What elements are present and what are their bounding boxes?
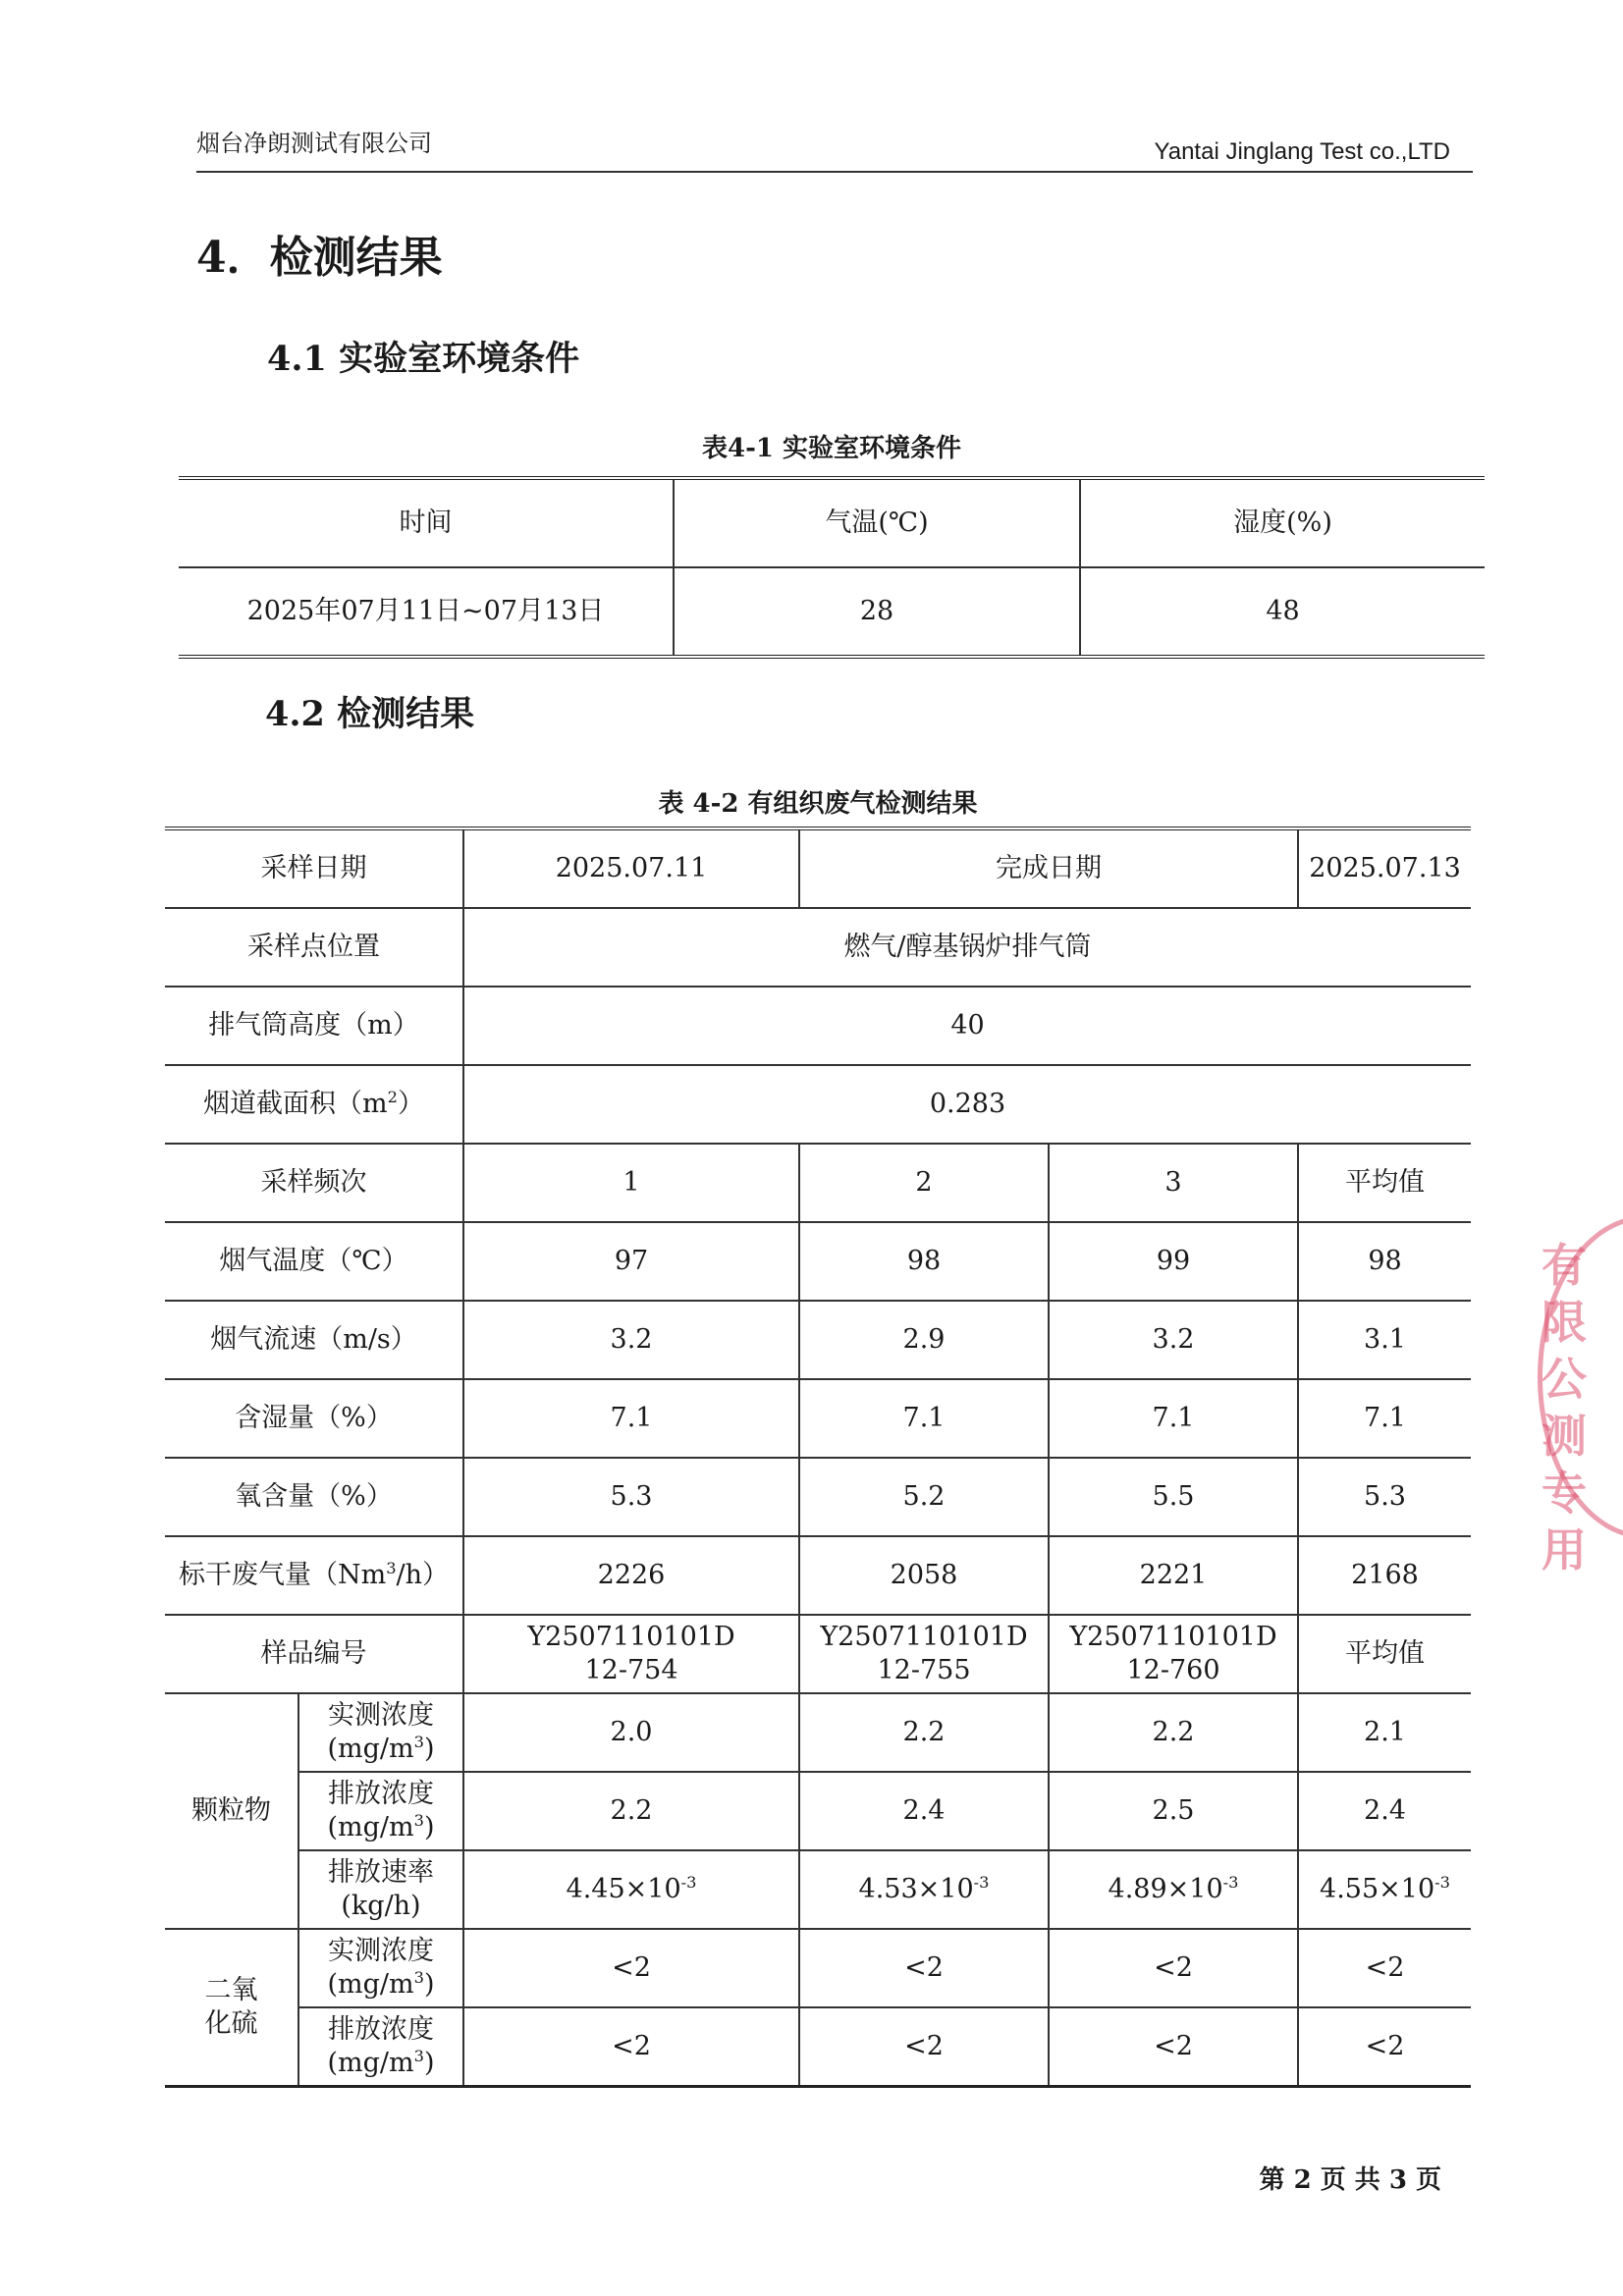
particulate-emission-1: 2.2 bbox=[463, 1772, 799, 1850]
unit-mg-open: (mg/m bbox=[327, 1812, 414, 1842]
unit-mg-close: ) bbox=[423, 1969, 435, 2000]
dry-flow-avg: 2168 bbox=[1298, 1536, 1471, 1615]
so2-measured-2: <2 bbox=[799, 1929, 1049, 2007]
dry-flow-3: 2221 bbox=[1049, 1536, 1298, 1615]
unit-mg bbox=[299, 1733, 462, 1766]
subsection-title-lab-env: 4.1 实验室环境条件 bbox=[267, 339, 580, 379]
flue-area-label-end: ） bbox=[397, 1089, 424, 1120]
company-seal-text: 有限公测专用 bbox=[1542, 1239, 1587, 1576]
flue-area-label-sup: 2 bbox=[387, 1088, 398, 1107]
rate-exp: -3 bbox=[1434, 1873, 1450, 1893]
table-row bbox=[165, 908, 1471, 987]
table-row bbox=[165, 1693, 1471, 1772]
so2-measured-label bbox=[298, 1929, 463, 2007]
rate-base: 4.89×10 bbox=[1108, 1874, 1223, 1905]
particulate-emission-3: 2.5 bbox=[1049, 1772, 1298, 1850]
frequency-label: 采样频次 bbox=[165, 1144, 463, 1222]
measured-label-text: 实测浓度 bbox=[328, 1936, 434, 1967]
flue-velocity-3: 3.2 bbox=[1049, 1301, 1298, 1379]
flue-area-value: 0.283 bbox=[463, 1065, 1471, 1144]
completion-date-value: 2025.07.13 bbox=[1298, 828, 1471, 908]
flue-velocity-2: 2.9 bbox=[799, 1301, 1049, 1379]
particulate-rate-1 bbox=[463, 1850, 799, 1929]
stack-height-label: 排气筒高度（m） bbox=[165, 987, 463, 1065]
unit-mg-open: (mg/m bbox=[327, 1734, 414, 1764]
so2-emission-avg: <2 bbox=[1298, 2007, 1471, 2087]
particulate-measured-1: 2.0 bbox=[463, 1693, 799, 1772]
flue-area-label-text: 烟道截面积（m bbox=[203, 1089, 388, 1120]
unit-kgh: (kg/h) bbox=[341, 1891, 421, 1921]
so2-emission-2: <2 bbox=[799, 2007, 1049, 2087]
unit-mg-close: ) bbox=[423, 1812, 435, 1842]
sample-no-2-line2: 12-755 bbox=[877, 1655, 971, 1685]
moisture-3: 7.1 bbox=[1049, 1379, 1298, 1458]
table-row bbox=[165, 1615, 1471, 1693]
header-humidity: 湿度(%) bbox=[1080, 478, 1485, 567]
so2-measured-1: <2 bbox=[463, 1929, 799, 2007]
table-row bbox=[165, 987, 1471, 1065]
emission-label-text: 排放浓度 bbox=[328, 1779, 434, 1810]
moisture-2: 7.1 bbox=[799, 1379, 1049, 1458]
flue-temp-3: 99 bbox=[1049, 1222, 1298, 1301]
sampling-date-label: 采样日期 bbox=[165, 828, 463, 908]
dry-flow-label-sup: 3 bbox=[386, 1559, 397, 1578]
particulate-rate-3 bbox=[1049, 1850, 1298, 1929]
table-row bbox=[165, 1065, 1471, 1144]
unit-mg-open: (mg/m bbox=[327, 1969, 414, 2000]
rate-exp: -3 bbox=[973, 1873, 990, 1893]
table-row bbox=[165, 1458, 1471, 1536]
particulate-label: 颗粒物 bbox=[165, 1693, 298, 1929]
rate-base: 4.45×10 bbox=[566, 1874, 681, 1905]
unit-mg-sup: 3 bbox=[413, 1733, 424, 1751]
so2-measured-avg: <2 bbox=[1298, 1929, 1471, 2007]
table-row bbox=[165, 1222, 1471, 1301]
dry-flow-label-text: 标干废气量（Nm bbox=[178, 1560, 387, 1591]
table-row bbox=[165, 1144, 1471, 1222]
emission-label-text: 排放浓度 bbox=[328, 2014, 434, 2046]
cell-temperature: 28 bbox=[674, 567, 1080, 657]
dry-flow-2: 2058 bbox=[799, 1536, 1049, 1615]
particulate-measured-label bbox=[298, 1693, 463, 1772]
flue-velocity-label: 烟气流速（m/s） bbox=[165, 1301, 463, 1379]
unit-mg bbox=[299, 1968, 462, 2002]
unit-mg-open: (mg/m bbox=[327, 2048, 414, 2078]
particulate-emission-avg: 2.4 bbox=[1298, 1772, 1471, 1850]
header-time: 时间 bbox=[179, 478, 674, 567]
so2-label-line1: 二氧 bbox=[204, 1975, 258, 2006]
dry-flow-1: 2226 bbox=[463, 1536, 799, 1615]
table-row bbox=[165, 1536, 1471, 1615]
flue-temp-1: 97 bbox=[463, 1222, 799, 1301]
flue-temp-2: 98 bbox=[799, 1222, 1049, 1301]
unit-mg-sup: 3 bbox=[413, 1968, 424, 1987]
unit-mg-sup: 3 bbox=[413, 2047, 424, 2065]
sample-no-2 bbox=[799, 1615, 1049, 1693]
dry-flow-label-end: /h） bbox=[396, 1560, 450, 1591]
particulate-emission-label bbox=[298, 1772, 463, 1850]
table-row bbox=[165, 1772, 1471, 1850]
rate-exp: -3 bbox=[1222, 1873, 1239, 1893]
particulate-measured-3: 2.2 bbox=[1049, 1693, 1298, 1772]
rate-base: 4.55×10 bbox=[1320, 1874, 1435, 1905]
stack-height-value: 40 bbox=[463, 987, 1471, 1065]
lab-environment-table bbox=[179, 476, 1485, 659]
location-value: 燃气/醇基锅炉排气筒 bbox=[463, 908, 1471, 987]
frequency-1: 1 bbox=[463, 1144, 799, 1222]
dry-flow-label bbox=[165, 1536, 463, 1615]
subsection-title-results: 4.2 检测结果 bbox=[265, 694, 475, 734]
completion-date-label: 完成日期 bbox=[799, 828, 1298, 908]
flue-temp-label: 烟气温度（℃） bbox=[165, 1222, 463, 1301]
flue-velocity-avg: 3.1 bbox=[1298, 1301, 1471, 1379]
unit-mg-close: ) bbox=[423, 1734, 435, 1764]
oxygen-2: 5.2 bbox=[799, 1458, 1049, 1536]
company-name-cn: 烟台净朗测试有限公司 bbox=[196, 130, 432, 157]
unit-mg bbox=[299, 2047, 462, 2080]
particulate-measured-avg: 2.1 bbox=[1298, 1693, 1471, 1772]
sample-no-1 bbox=[463, 1615, 799, 1693]
so2-label-line2: 化硫 bbox=[204, 2008, 258, 2039]
unit-mg bbox=[299, 1811, 462, 1844]
header-temperature: 气温(℃) bbox=[674, 478, 1080, 567]
sample-no-label: 样品编号 bbox=[165, 1615, 463, 1693]
location-label: 采样点位置 bbox=[165, 908, 463, 987]
frequency-avg: 平均值 bbox=[1298, 1144, 1471, 1222]
flue-area-label bbox=[165, 1065, 463, 1144]
table-row bbox=[165, 1929, 1471, 2007]
oxygen-avg: 5.3 bbox=[1298, 1458, 1471, 1536]
sample-no-2-line1: Y2507110101D bbox=[820, 1622, 1028, 1653]
table-row bbox=[179, 478, 1485, 567]
flue-temp-avg: 98 bbox=[1298, 1222, 1471, 1301]
moisture-label: 含湿量（%） bbox=[165, 1379, 463, 1458]
table-row bbox=[165, 1301, 1471, 1379]
oxygen-label: 氧含量（%） bbox=[165, 1458, 463, 1536]
emission-results-table bbox=[165, 827, 1471, 2088]
particulate-measured-2: 2.2 bbox=[799, 1693, 1049, 1772]
unit-mg-close: ) bbox=[423, 2048, 435, 2078]
moisture-1: 7.1 bbox=[463, 1379, 799, 1458]
sample-no-1-line1: Y2507110101D bbox=[527, 1622, 735, 1653]
sample-no-3-line2: 12-760 bbox=[1126, 1655, 1220, 1685]
so2-measured-3: <2 bbox=[1049, 1929, 1298, 2007]
particulate-rate-label bbox=[298, 1850, 463, 1929]
table1-caption: 表4-1 实验室环境条件 bbox=[701, 434, 962, 463]
table2-caption: 表 4-2 有组织废气检测结果 bbox=[658, 789, 978, 819]
table-row bbox=[165, 2007, 1471, 2087]
oxygen-3: 5.5 bbox=[1049, 1458, 1298, 1536]
table-row bbox=[165, 1850, 1471, 1929]
cell-time: 2025年07月11日~07月13日 bbox=[179, 567, 674, 657]
particulate-emission-2: 2.4 bbox=[799, 1772, 1049, 1850]
company-name-en: Yantai Jinglang Test co.,LTD bbox=[1154, 138, 1450, 165]
section-title: 4．检测结果 bbox=[196, 233, 443, 283]
sampling-date-value: 2025.07.11 bbox=[463, 828, 799, 908]
rate-label-text: 排放速率 bbox=[328, 1857, 434, 1889]
rate-exp: -3 bbox=[680, 1873, 697, 1893]
sample-no-avg: 平均值 bbox=[1298, 1615, 1471, 1693]
frequency-2: 2 bbox=[799, 1144, 1049, 1222]
header-divider bbox=[196, 171, 1473, 173]
so2-emission-label bbox=[298, 2007, 463, 2087]
sample-no-3-line1: Y2507110101D bbox=[1069, 1622, 1277, 1653]
flue-velocity-1: 3.2 bbox=[463, 1301, 799, 1379]
so2-emission-1: <2 bbox=[463, 2007, 799, 2087]
unit-mg-sup: 3 bbox=[413, 1811, 424, 1830]
so2-emission-3: <2 bbox=[1049, 2007, 1298, 2087]
table-row bbox=[165, 1379, 1471, 1458]
particulate-rate-2 bbox=[799, 1850, 1049, 1929]
sample-no-1-line2: 12-754 bbox=[584, 1655, 678, 1685]
particulate-rate-avg bbox=[1298, 1850, 1471, 1929]
table-row bbox=[165, 828, 1471, 908]
oxygen-1: 5.3 bbox=[463, 1458, 799, 1536]
page-number: 第 2 页 共 3 页 bbox=[1259, 2165, 1441, 2195]
sample-no-3 bbox=[1049, 1615, 1298, 1693]
frequency-3: 3 bbox=[1049, 1144, 1298, 1222]
rate-base: 4.53×10 bbox=[858, 1874, 974, 1905]
table-row bbox=[179, 567, 1485, 657]
so2-label bbox=[165, 1929, 298, 2087]
moisture-avg: 7.1 bbox=[1298, 1379, 1471, 1458]
cell-humidity: 48 bbox=[1080, 567, 1485, 657]
measured-label-text: 实测浓度 bbox=[328, 1700, 434, 1732]
